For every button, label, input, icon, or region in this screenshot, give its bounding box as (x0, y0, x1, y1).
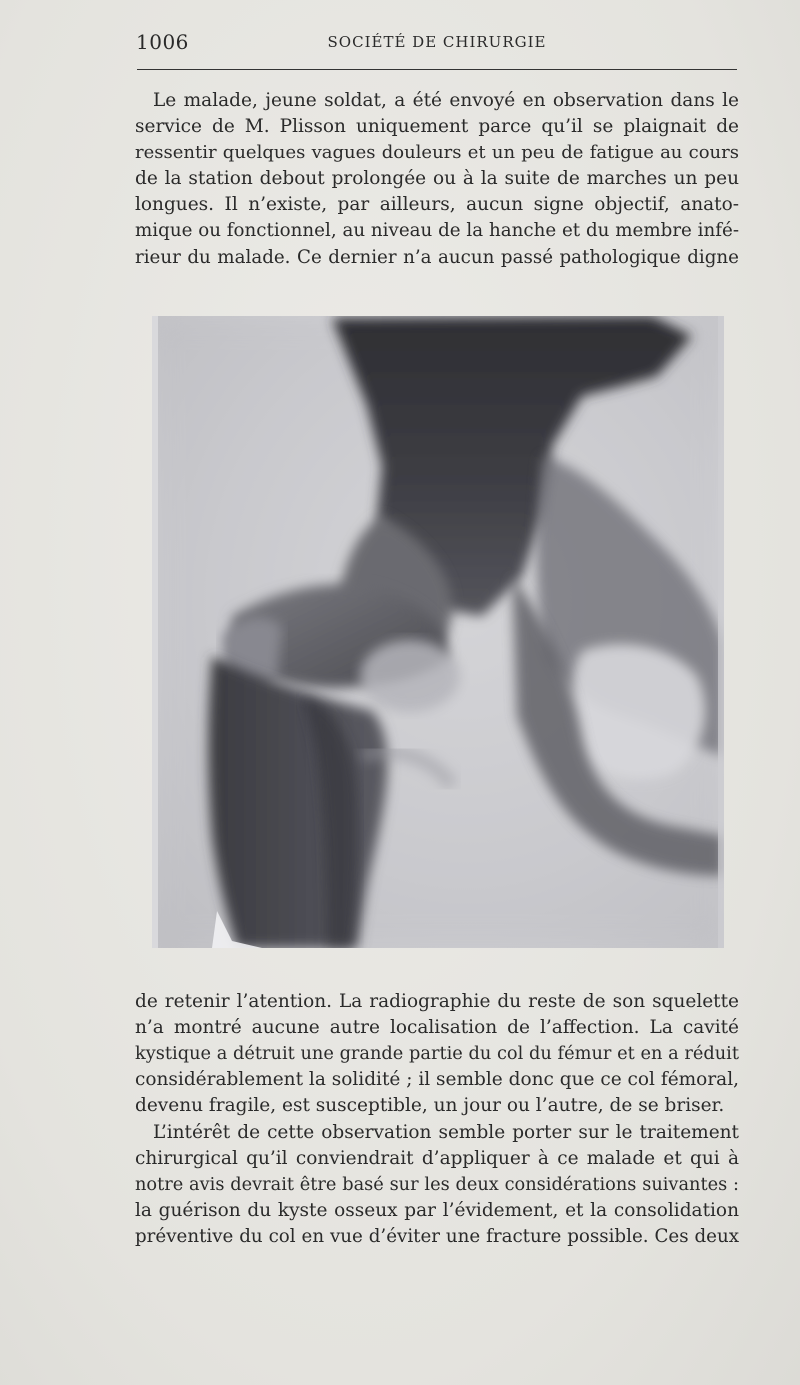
text-line: devenu fragile, est susceptible, un jour ou l’autre, de se briser. (135, 1095, 725, 1117)
paragraph-2 (135, 989, 739, 1119)
text-line: la guérison du kyste osseux par l’évidement, et la consolidation (135, 1199, 739, 1221)
text-line: longues. Il n’existe, par ailleurs, aucun signe objectif, anato- (135, 194, 739, 216)
radiograph-image (152, 316, 724, 948)
page-number: 1006 (136, 30, 189, 54)
header-rule (137, 69, 737, 70)
text-line: rieur du malade. Ce dernier n’a aucun passé pathologique digne (135, 246, 739, 268)
hip-radiograph (152, 316, 724, 948)
text-line: Le malade, jeune soldat, a été envoyé en observation dans le (153, 90, 739, 111)
text-line: mique ou fonctionnel, au niveau de la hanche et du membre infé- (135, 220, 739, 242)
paragraph-3 (135, 1120, 739, 1250)
paragraph-1 (135, 88, 739, 271)
running-title: SOCIÉTÉ DE CHIRURGIE (327, 33, 547, 51)
text-line: chirurgical qu’il conviendrait d’appliquer à ce malade et qui à (135, 1147, 739, 1169)
text-line: kystique a détruit une grande partie du col du fémur et en a réduit (135, 1044, 739, 1065)
text-line: de retenir l’atention. La radiographie du reste de son squelette (135, 991, 739, 1012)
text-line: considérablement la solidité ; il semble donc que ce col fémoral, (135, 1069, 739, 1091)
text-line: service de M. Plisson uniquement parce qu’il se plaignait de (135, 116, 739, 138)
text-line: préventive du col en vue d’éviter une fracture possible. Ces deux (135, 1225, 739, 1247)
text-line: n’a montré aucune autre localisation de l’affection. La cavité (135, 1017, 739, 1039)
text-line: ressentir quelques vagues douleurs et un peu de fatigue au cours (135, 142, 739, 164)
page-header (136, 30, 738, 54)
text-line: de la station debout prolongée ou à la suite de marches un peu (135, 168, 739, 190)
text-line: L’intérêt de cette observation semble porter sur le traitement (153, 1121, 739, 1143)
text-line: notre avis devrait être basé sur les deux considérations suivantes : (135, 1174, 739, 1195)
